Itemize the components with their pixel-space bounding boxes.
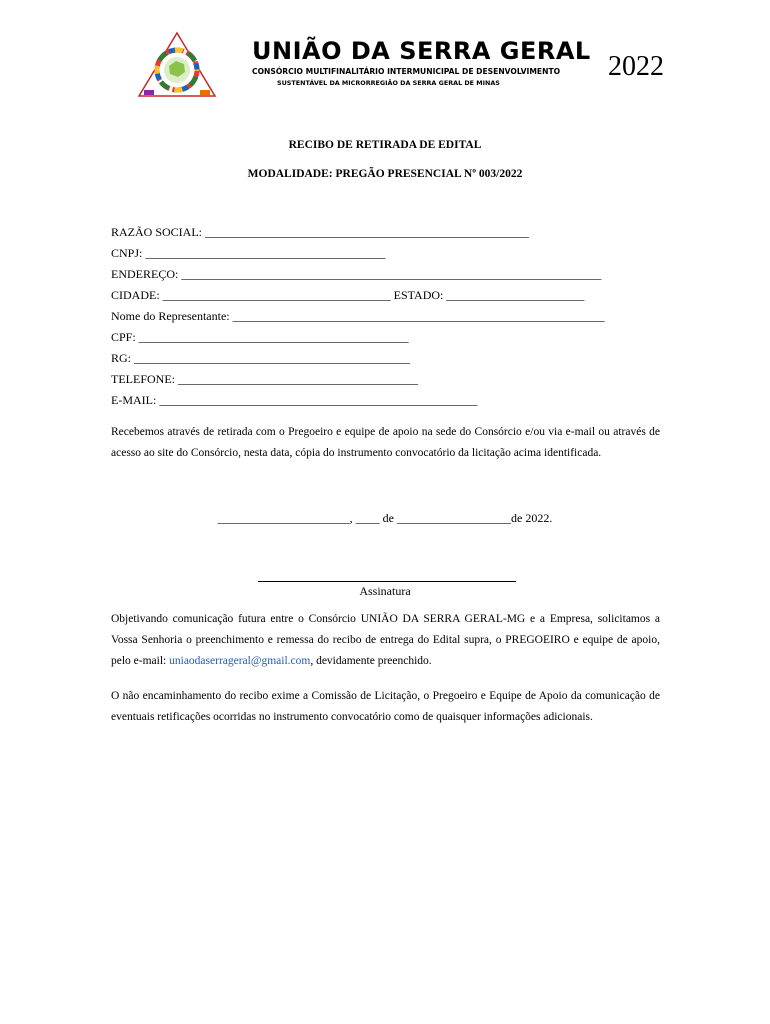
endereco-field[interactable]: ENDEREÇO: ______________________________________________________________________ — [111, 267, 602, 281]
receipt-paragraph: Recebemos através de retirada com o Pregoeiro e equipe de apoio na sede do Consórcio e/ou via e-mail ou através de acesso ao site do Consórcio, nesta data, cópia do instrumento convocatório da licitação acima identificada. — [111, 426, 660, 459]
rg-field[interactable]: RG: ______________________________________________ — [111, 351, 411, 365]
objective-paragraph — [111, 609, 660, 672]
date-line[interactable]: ______________________, ____ de ___________________de 2022. — [217, 511, 553, 525]
modality-title: MODALIDADE: PREGÃO PRESENCIAL Nº 003/2022 — [247, 168, 523, 180]
cpf-field[interactable]: CPF: _____________________________________________ — [111, 330, 409, 344]
disclaimer-paragraph: O não encaminhamento do recibo exime a Comissão de Licitação, o Pregoeiro e Equipe de Apoio da comunicação de eventuais retificações ocorridas no instrumento convocatório como de quaisquer informações adicionais. — [111, 690, 660, 723]
receipt-title: RECIBO DE RETIRADA DE EDITAL — [288, 139, 482, 151]
form-fields — [111, 222, 671, 411]
objective-text: Objetivando comunicação futura entre o Consórcio UNIÃO DA SERRA GERAL-MG e a Empresa, solicitamos a Vossa Senhoria o preenchimento e remessa do recibo de entrega do Edital supra, o PREGOEIRO e equipe de apoio, pelo e-mail: — [111, 613, 660, 667]
representante-field[interactable]: Nome do Representante: ______________________________________________________________ — [111, 309, 605, 323]
signature-line[interactable] — [258, 581, 516, 582]
org-name: UNIÃO DA SERRA GERAL — [252, 37, 591, 65]
signature-label: Assinatura — [359, 584, 411, 598]
cnpj-field[interactable]: CNPJ: ________________________________________ — [111, 246, 386, 260]
telefone-field[interactable]: TELEFONE: ________________________________________ — [111, 372, 418, 386]
consortium-logo — [136, 30, 218, 100]
email-field[interactable]: E-MAIL: _____________________________________________________ — [111, 393, 478, 407]
header-year: 2022 — [608, 51, 664, 82]
cidade-estado-field[interactable]: CIDADE: ______________________________________ ESTADO: _______________________ — [111, 288, 585, 302]
contact-email-link[interactable]: uniaodaserrageral@gmail.com — [169, 655, 311, 667]
org-subtitle-1: CONSÓRCIO MULTIFINALITÁRIO INTERMUNICIPAL DE DESENVOLVIMENTO — [252, 67, 561, 76]
objective-text-end: , devidamente preenchido. — [310, 655, 432, 667]
razao-social-field[interactable]: RAZÃO SOCIAL: ______________________________________________________ — [111, 225, 530, 239]
org-subtitle-2: SUSTENTÁVEL DA MICRORREGIÃO DA SERRA GERAL DE MINAS — [277, 79, 500, 87]
